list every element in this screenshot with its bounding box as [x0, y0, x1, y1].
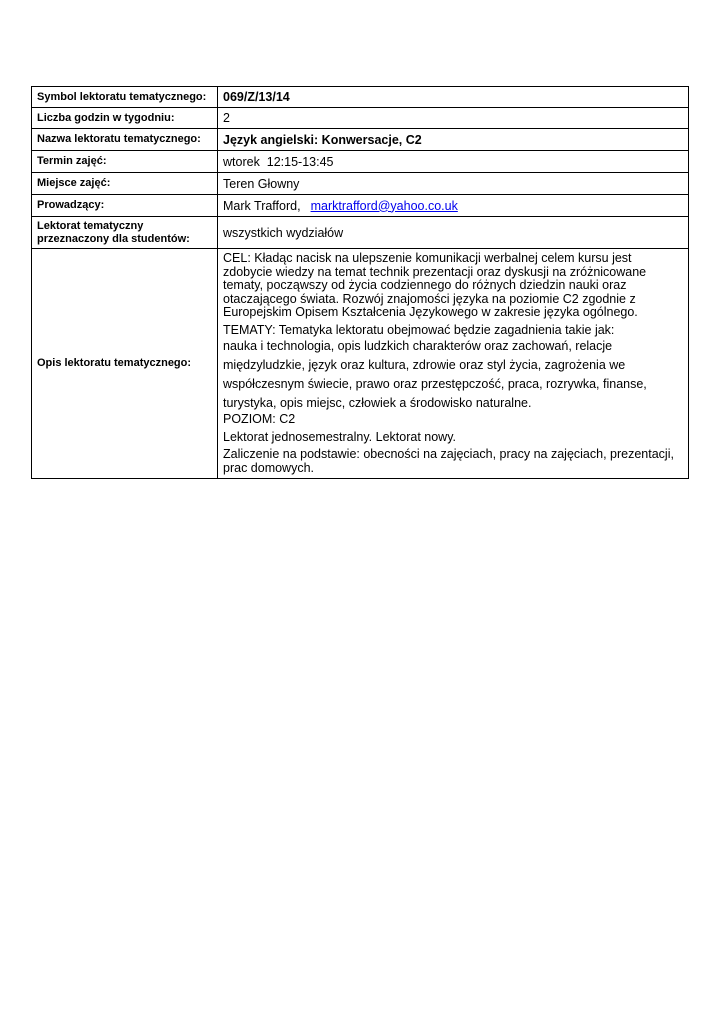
teacher-email-link[interactable]: marktrafford@yahoo.co.uk: [310, 198, 458, 213]
term-text: wtorek 12:15-13:45: [223, 154, 334, 169]
row-hours: [32, 108, 689, 129]
row-symbol: [32, 87, 689, 108]
term-value: [218, 151, 689, 173]
course-name-value: Język angielski: Konwersacje, C2: [218, 129, 689, 151]
course-info-document: [31, 86, 689, 479]
course-name-label: Nazwa lektoratu tematycznego:: [32, 129, 218, 151]
description-goal: CEL: Kładąc nacisk na ulepszenie komunikacji werbalnej celem kursu jest zdobycie wiedzy na temat technik prezentacji oraz dyskusji na zróżnicowane tematy, począwszy od życia codziennego do różnych dziedzin nauki oraz otaczającego świata. Rozwój znajomości języka na poziomie C2 zgodnie z Europejskim Opisem Kształcenia Językowego w zakresie języka ogólnego.: [223, 251, 647, 319]
symbol-label: Symbol lektoratu tematycznego:: [32, 87, 218, 108]
description-grading: Zaliczenie na podstawie: obecności na zajęciach, pracy na zajęciach, prezentacji, prac domowych.: [223, 447, 674, 475]
description-label: Opis lektoratu tematycznego:: [32, 249, 218, 479]
description-topics-list: nauka i technologia, opis ludzkich charakterów oraz zachowań, relacje międzyludzkie, język oraz kultura, zdrowie oraz styl życia, zagrożenia we współczesnym świecie, prawo oraz przestępczość, praca, rozrywka, finanse, turystyka, opis miejsc, człowiek a środowisko naturalne.: [223, 339, 647, 410]
place-value: Teren Głowny: [218, 173, 689, 195]
audience-label-line1: Lektorat tematyczny: [37, 219, 144, 232]
row-teacher: [32, 195, 689, 217]
row-course-name: [32, 129, 689, 151]
teacher-value: [218, 195, 689, 217]
hours-label: Liczba godzin w tygodniu:: [32, 108, 218, 129]
course-info-table: [31, 86, 689, 479]
term-label: Termin zajęć:: [32, 151, 218, 173]
description-course-type: Lektorat jednosemestralny. Lektorat nowy.: [223, 429, 456, 444]
row-place: [32, 173, 689, 195]
row-audience: [32, 217, 689, 249]
place-label: Miejsce zajęć:: [32, 173, 218, 195]
hours-value: 2: [218, 108, 689, 129]
symbol-value: 069/Z/13/14: [218, 87, 689, 108]
audience-label-line2: przeznaczony dla studentów:: [37, 232, 190, 245]
teacher-label: Prowadzący:: [32, 195, 218, 217]
description-level: POZIOM: C2: [223, 412, 296, 426]
description-value: [218, 249, 689, 479]
row-term: [32, 151, 689, 173]
description-topics-intro: TEMATY: Tematyka lektoratu obejmować będzie zagadnienia takie jak:: [223, 322, 615, 337]
audience-value: wszystkich wydziałów: [218, 217, 689, 249]
teacher-name: Mark Trafford,: [223, 198, 301, 213]
audience-label: [32, 217, 218, 249]
row-description: [32, 249, 689, 479]
